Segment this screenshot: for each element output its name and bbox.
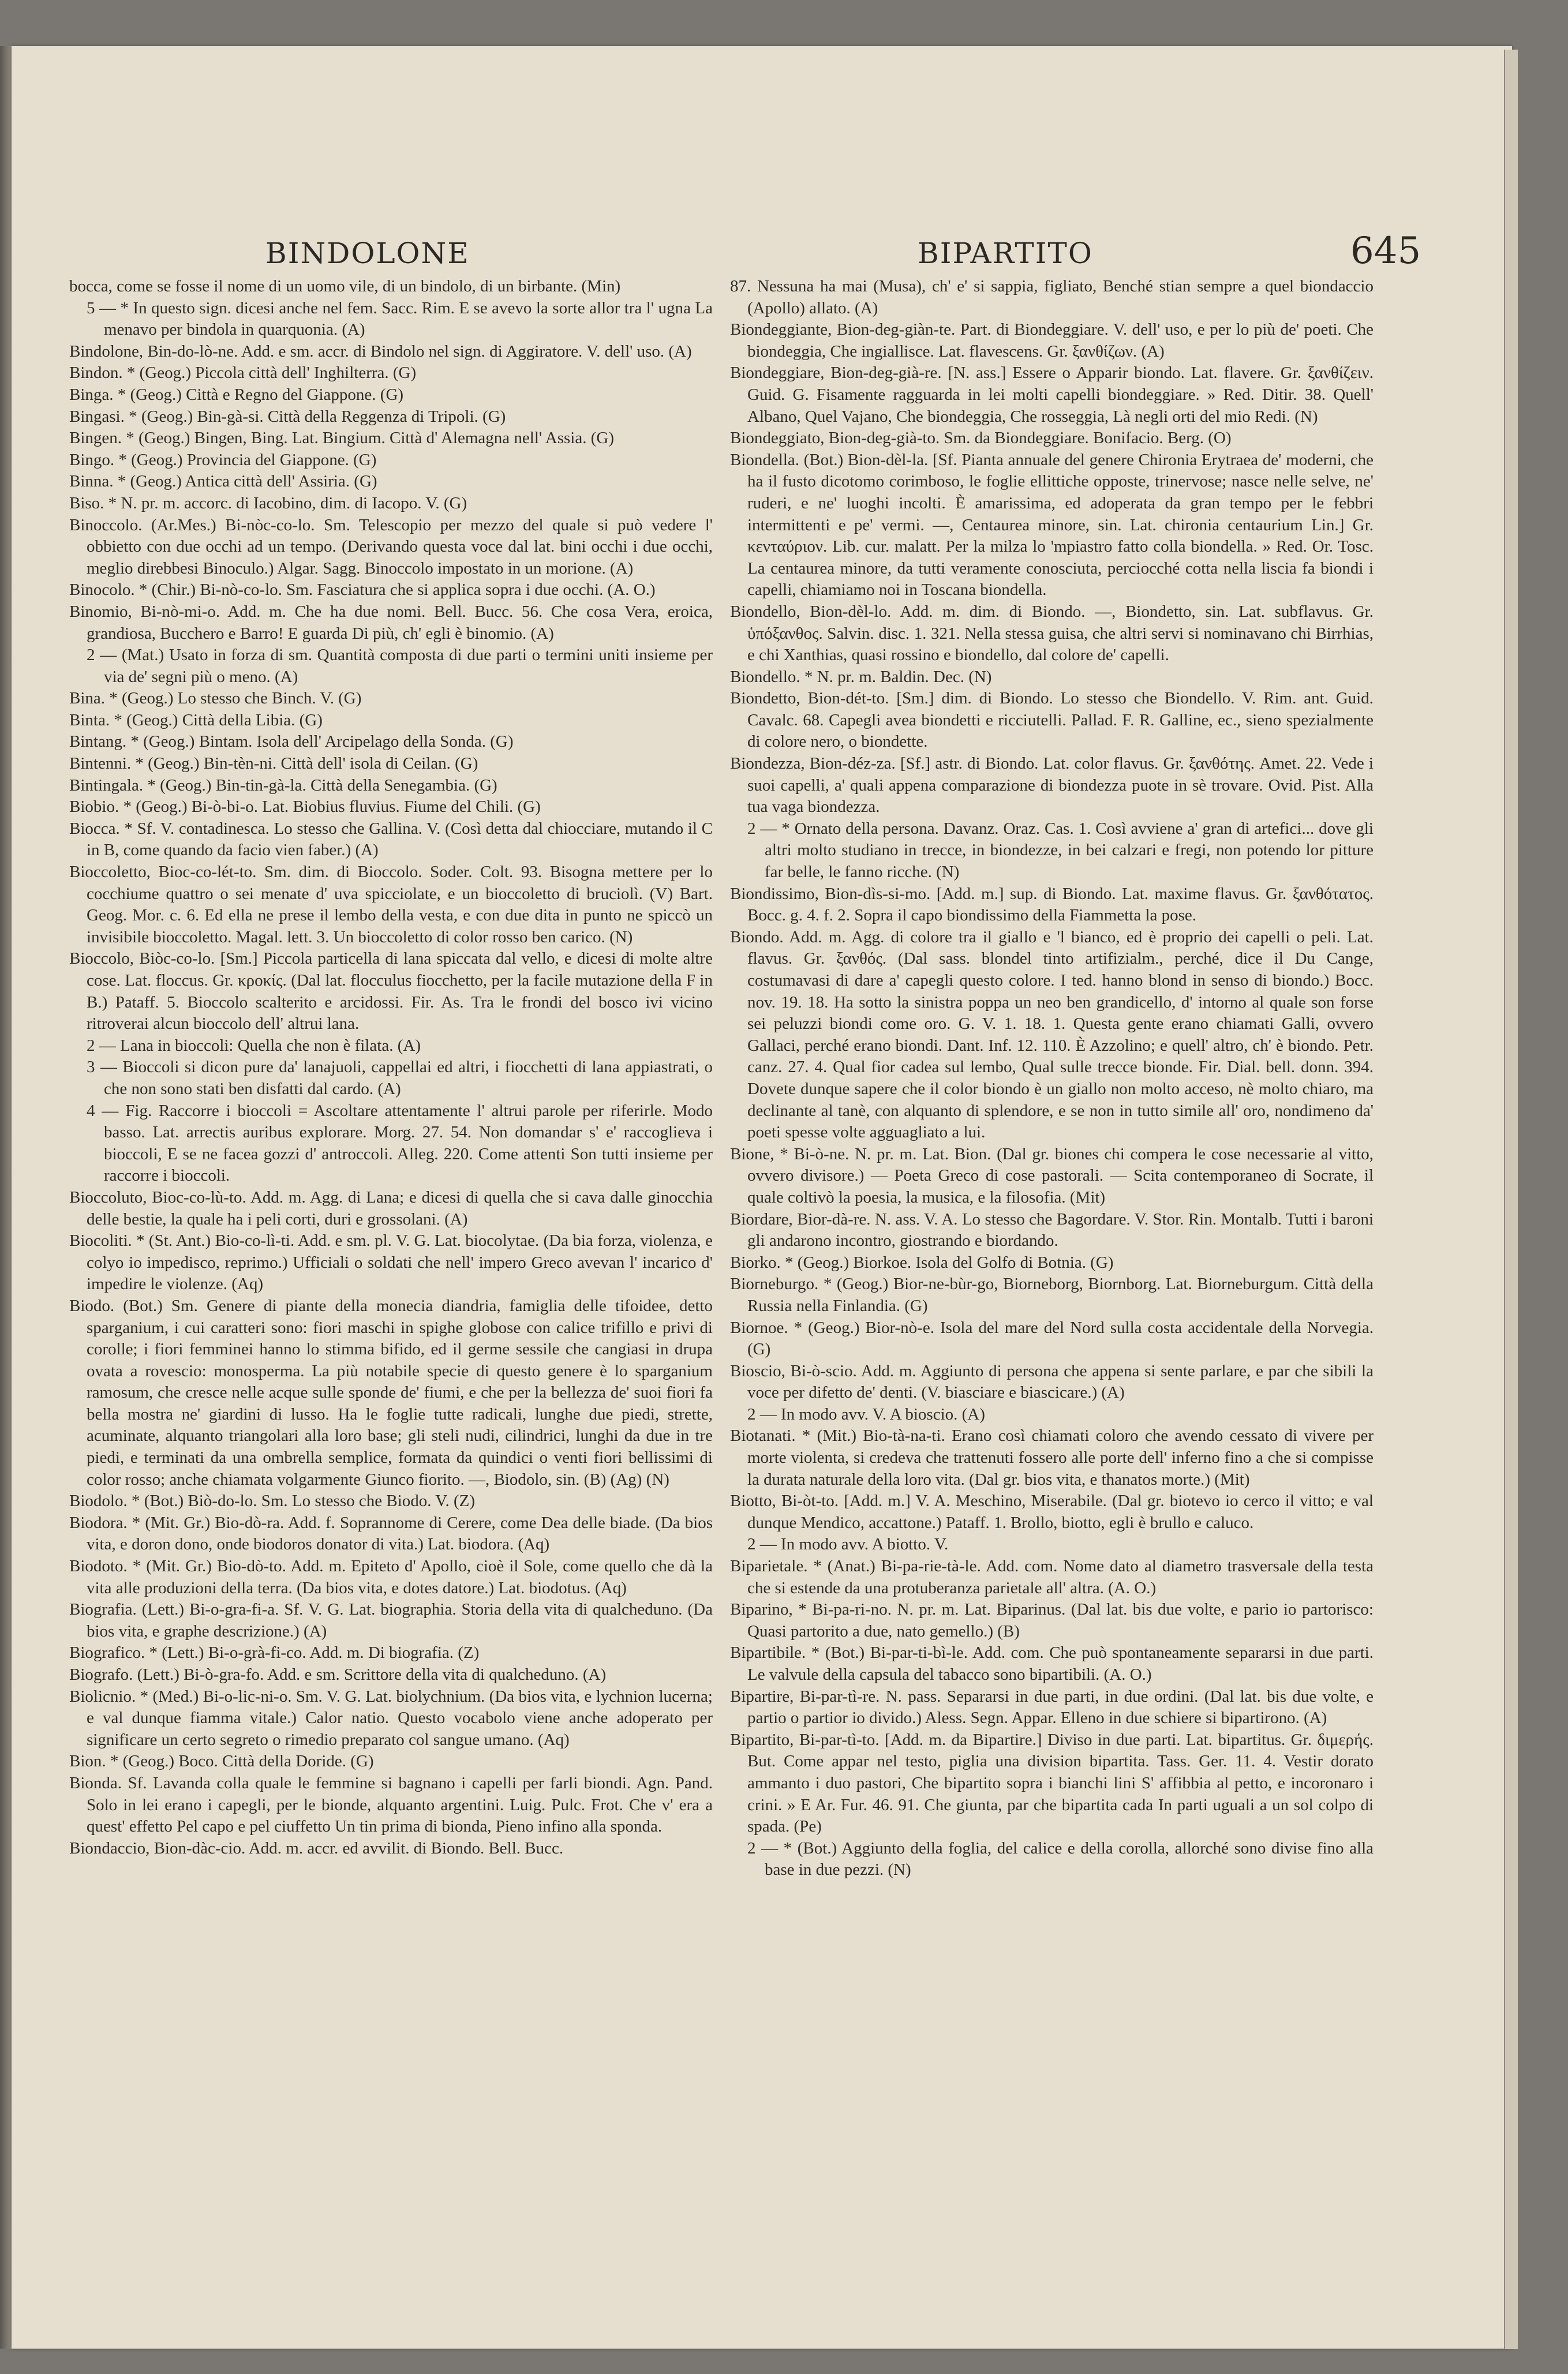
dictionary-entry: Bingasi. * (Geog.) Bin-gà-si. Città della Reggenza di Tripoli. (G) [69, 407, 506, 426]
dictionary-page [12, 46, 1512, 2349]
dictionary-entry: bocca, come se fosse il nome di un uomo vile, di un bindolo, di un birbante. (Min) [69, 277, 621, 295]
dictionary-entry: Biocoliti. * (St. Ant.) Bio-co-lì-ti. Add. e sm. pl. V. G. Lat. biocolytae. (Da bia forza, violenza, e colyo io impedisco, reprimo.) Ufficiali o soldati che nell' impero Greco avevan l' incarico d' impedire le violenze. (Aq) [69, 1231, 713, 1294]
dictionary-entry: 87. Nessuna ha mai (Musa), ch' e' si sappia, figliato, Benché stian sempre a quel biondaccio (Apollo) allato. (A) [730, 277, 1374, 317]
dictionary-entry: Biobio. * (Geog.) Bi-ò-bi-o. Lat. Biobius fluvius. Fiume del Chili. (G) [69, 797, 541, 817]
dictionary-entry: 2 — * Ornato della persona. Davanz. Oraz. Cas. 1. Così avviene a' gran di artefici... dove gli altri molto studiano in trecce, in biondezze, in bei calzari e fregi, non potendo lor pitture far belle, le fanno ricche. (N) [747, 819, 1374, 882]
dictionary-entry: 2 — (Mat.) Usato in forza di sm. Quantità composta di due parti o termini uniti insieme per via de' segni più o meno. (A) [87, 646, 713, 686]
dictionary-entry: Bintang. * (Geog.) Bintam. Isola dell' Arcipelago della Sonda. (G) [69, 732, 514, 751]
dictionary-entry: 4 — Fig. Raccorre i bioccoli = Ascoltare attentamente l' altrui parole per riferirle. Modo basso. Lat. arrectis auribus explorare. Morg. 27. 54. Non domandar s' e' raccoglieva i bioccoli, E se ne facea gozzi d' antroccoli. Alleg. 220. Come attenti Son tutti insieme per raccorre i bioccoli. [87, 1101, 713, 1185]
dictionary-entry: Binta. * (Geog.) Città della Libia. (G) [69, 710, 323, 729]
dictionary-entry: Biorko. * (Geog.) Biorkoe. Isola del Golfo di Botnia. (G) [730, 1253, 1114, 1272]
dictionary-entry: Bione, * Bi-ò-ne. N. pr. m. Lat. Bion. (Dal gr. biones chi compera le cose necessarie al vitto, ovvero divisore.) — Poeta Greco di cose pastorali. — Scita contemporaneo di Socrate, il quale coltivò la poesia, la musica, e la filosofia. (Mit) [730, 1144, 1374, 1207]
page-number: 645 [1350, 230, 1421, 272]
dictionary-entry: Biodoto. * (Mit. Gr.) Bio-dò-to. Add. m. Epiteto d' Apollo, cioè il Sole, come quello che dà la vita alle produzioni della terra. (Da bios vita, e dotes datore.) Lat. biodotus. (Aq) [69, 1557, 713, 1597]
dictionary-entry: Bindolone, Bin-do-lò-ne. Add. e sm. accr. di Bindolo nel sign. di Aggiratore. V. dell' uso. (A) [69, 342, 692, 361]
dictionary-entry: Biodo. (Bot.) Sm. Genere di piante della monecia diandria, famiglia delle tifoidee, detto sparganium, i cui caratteri sono: fiori maschi in spighe globose con calice trifillo e privi di corolle; i fiori femminei hanno lo stimma bifido, ed il germe sessile che cangiasi in drupa ovata a rovescio: monosperma. La più notabile specie di questo genere è lo sparganium ramosum, che cresce nelle acque sulle sponde de' fiumi, e che per la bellezza de' suoi fiori fa bella mostra ne' giardini di lusso. Ha le foglie tutte radicali, lunghe due piedi, strette, acuminate, alquanto triangolari alla loro base; gli steli nudi, cilindrici, lunghi da due in tre piedi, e terminati da una ombrella semplice, formata da quindici o venti fiori bellissimi di color rosso; anche chiamata volgarmente Giunco fiorito. —, Biodolo, sin. (B) (Ag) (N) [69, 1296, 713, 1489]
running-head-left: BINDOLONE [265, 237, 470, 270]
dictionary-entry: Biodora. * (Mit. Gr.) Bio-dò-ra. Add. f. Soprannome di Cerere, come Dea delle biade. (Da bios vita, e doron dono, onde biodoros donator di vita.) Lat. biodora. (Aq) [69, 1513, 713, 1554]
dictionary-entry: Bioccolo, Biòc-co-lo. [Sm.] Piccola particella di lana spiccata dal vello, e dicesi di molte altre cose. Lat. floccus. Gr. κροκίς. (Dal lat. flocculus fiocchetto, per la facile mutazione della F in B.) Pataff. 5. Bioccolo scalterito e arcidossi. Fir. As. Tra le frondi del bosco ivi vicino ritroverai alcun bioccolo dell' altrui lana. [69, 949, 713, 1034]
dictionary-entry: Biondello. * N. pr. m. Baldin. Dec. (N) [730, 667, 992, 686]
dictionary-entry: Biparino, * Bi-pa-ri-no. N. pr. m. Lat. Biparinus. (Dal lat. bis due volte, e pario io partorisco: Quasi partorito a due, nato gemello.) (B) [730, 1600, 1374, 1641]
left-column [69, 276, 713, 2215]
dictionary-entry: Biso. * N. pr. m. accorc. di Iacobino, dim. di Iacopo. V. (G) [69, 493, 467, 512]
dictionary-entry: Binocolo. * (Chir.) Bi-nò-co-lo. Sm. Fasciatura che si applica sopra i due occhi. (A. O.) [69, 581, 656, 600]
dictionary-entry: Binoccolo. (Ar.Mes.) Bi-nòc-co-lo. Sm. Telescopio per mezzo del quale si può vedere l' obbietto con due occhi ad un tempo. (Derivando questa voce dal lat. bini occhi i due occhi, meglio direbbesi Binoculo.) Algar. Sagg. Binoccolo impostato in un morione. (A) [69, 515, 713, 578]
dictionary-entry: Biografico. * (Lett.) Bi-o-grà-fi-co. Add. m. Di biografia. (Z) [69, 1643, 480, 1662]
dictionary-entry: Bipartibile. * (Bot.) Bi-par-ti-bì-le. Add. com. Che può spontaneamente separarsi in due parti. Le valvule della capsula del tabacco sono bipartibili. (A. O.) [730, 1643, 1374, 1684]
dictionary-entry: Biografia. (Lett.) Bi-o-gra-fi-a. Sf. V. G. Lat. biographia. Storia della vita di qualcheduno. (Da bios vita, e graphe descrizione.) (A) [69, 1600, 713, 1641]
dictionary-entry: Bintenni. * (Geog.) Bin-tèn-ni. Città dell' isola di Ceilan. (G) [69, 754, 478, 773]
dictionary-entry: Bioccoletto, Bioc-co-lét-to. Sm. dim. di Bioccolo. Soder. Colt. 93. Bisogna mettere per lo cocchiume quattro o sei menate d' uva spicciolate, e un bioccoletto di bruciolì. (V) Bart. Geog. Mor. c. 6. Ed ella ne prese il lembo della vesta, e con due dita in punto ne spiccò un invisibile bioccoletto. Magal. lett. 3. Un bioccoletto di color rosso ben carico. (N) [69, 863, 713, 946]
dictionary-entry: 2 — Lana in bioccoli: Quella che non è filata. (A) [87, 1036, 421, 1055]
dictionary-entry: Bingo. * (Geog.) Provincia del Giappone. (G) [69, 450, 377, 469]
page-edge [1504, 50, 1518, 2349]
running-head-right: BIPARTITO [918, 237, 1093, 270]
dictionary-entry: Biondella. (Bot.) Bion-dèl-la. [Sf. Pianta annuale del genere Chironia Erytraea de' moderni, che ha il fusto dicotomo corimboso, le foglie ellittiche opposte, trinervose; nasce nelle selve, ne' ruderi, e ne' luoghi incolti. È amarissima, ed adoperata da gran tempo per le febbri intermittenti e pe' vermi. —, Centaurea minore, sin. Lat. chironia centaurium Lin.] Gr. κενταύριον. Lib. cur. malatt. Per la milza lo 'mpiastro fatto colla biondella. » Red. Or. Tosc. La centaurea minore, da tutti veramente conosciuta, perciocché cotta nella liscia fa biondi i capelli, chiamiamo noi in Toscana biondella. [730, 450, 1374, 600]
dictionary-entry: Biornoe. * (Geog.) Bior-nò-e. Isola del mare del Nord sulla costa accidentale della Norvegia. (G) [730, 1318, 1374, 1359]
dictionary-entry: Binga. * (Geog.) Città e Regno del Giappone. (G) [69, 385, 404, 404]
dictionary-entry: 2 — * (Bot.) Aggiunto della foglia, del calice e della corolla, allorché sono divise fino alla base in due pezzi. (N) [747, 1838, 1374, 1879]
dictionary-entry: Biondaccio, Bion-dàc-cio. Add. m. accr. ed avvilit. di Biondo. Bell. Bucc. [69, 1838, 564, 1858]
dictionary-entry: Biparietale. * (Anat.) Bi-pa-rie-tà-le. Add. com. Nome dato al diametro trasversale della testa che si estende da una protuberanza parietale all' altra. (A. O.) [730, 1557, 1374, 1597]
dictionary-entry: Bion. * (Geog.) Boco. Città della Doride. (G) [69, 1752, 374, 1771]
dictionary-entry: Biografo. (Lett.) Bi-ò-gra-fo. Add. e sm. Scrittore della vita di qualcheduno. (A) [69, 1665, 607, 1684]
dictionary-entry: Biotto, Bi-òt-to. [Add. m.] V. A. Meschino, Miserabile. (Dal gr. biotevo io cerco il vitto; e val dunque Mendico, accattone.) Pataff. 1. Brollo, biotto, egli è brullo e caluco. [730, 1492, 1374, 1532]
dictionary-entry: Biondeggiare, Bion-deg-già-re. [N. ass.] Essere o Apparir biondo. Lat. flavere. Gr. ξανθίζειν. Guid. G. Fisamente ragguarda in lei molti capelli biondeggiare. » Red. Ditir. 38. Quell' Albano, Quel Vajano, Che biondeggia, Che rosseggia, Là negli orti del mio Redi. (N) [730, 364, 1374, 426]
dictionary-entry: Binomio, Bi-nò-mi-o. Add. m. Che ha due nomi. Bell. Bucc. 56. Che cosa Vera, eroica, grandiosa, Bucchero e Barro! E guarda Di più, ch' egli è binomio. (A) [69, 602, 713, 643]
dictionary-entry: 3 — Bioccoli si dicon pure da' lanajuoli, cappellai ed altri, i fiocchetti di lana appiastrati, o che non sono stati ben disfatti dal cardo. (A) [87, 1058, 713, 1098]
dictionary-entry: Bindon. * (Geog.) Piccola città dell' Inghilterra. (G) [69, 364, 417, 383]
dictionary-entry: 5 — * In questo sign. dicesi anche nel fem. Sacc. Rim. E se avevo la sorte allor tra l' ugna La menavo per bindola in quarquonia. (A) [87, 298, 713, 339]
dictionary-entry: Bioccoluto, Bioc-co-lù-to. Add. m. Agg. di Lana; e dicesi di quella che si cava dalle ginocchia delle bestie, la quale ha i peli corti, duri e grossolani. (A) [69, 1188, 713, 1229]
dictionary-entry: Biondezza, Bion-déz-za. [Sf.] astr. di Biondo. Lat. color flavus. Gr. ξανθότης. Amet. 22. Vede i suoi capelli, a' quali appena comparazione di biondezza puote in sè trovare. Ovid. Pist. Alla tua vaga biondezza. [730, 754, 1374, 817]
dictionary-entry: Biocca. * Sf. V. contadinesca. Lo stesso che Gallina. V. (Così detta dal chiocciare, mutando il C in B, come quando da facio vien faber.) (A) [69, 819, 713, 860]
dictionary-entry: Biondissimo, Bion-dìs-si-mo. [Add. m.] sup. di Biondo. Lat. maxime flavus. Gr. ξανθότατος. Bocc. g. 4. f. 2. Sopra il capo biondissimo della Fiammetta la pose. [730, 884, 1374, 925]
dictionary-entry: Biondello, Bion-dèl-lo. Add. m. dim. di Biondo. —, Biondetto, sin. Lat. subflavus. Gr. ὑπόξανθος. Salvin. disc. 1. 321. Nella stessa guisa, che altri servi si nominavano chi Birrhias, e chi Xanthias, quasi rossino e biondello, dal colore de' capelli. [730, 602, 1374, 665]
dictionary-entry: Bipartito, Bi-par-tì-to. [Add. m. da Bipartire.] Diviso in due parti. Lat. bipartitus. Gr. διμερής. But. Come appar nel testo, piglia una division bipartita. Tass. Ger. 11. 4. Vestir dorato ammanto i duo pastori, Che bipartito sopra i bianchi lini S' affibbia al petto, e incoronaro i crini. » E Ar. Fur. 46. 91. Che giunta, par che bipartita cada In parti uguali a un sol colpo di spada. (Pe) [730, 1730, 1374, 1836]
dictionary-entry: 2 — In modo avv. A biotto. V. [747, 1535, 949, 1554]
dictionary-entry: Bioscio, Bi-ò-scio. Add. m. Aggiunto di persona che appena si sente parlare, e par che sibili la voce per difetto de' denti. (V. biasciare e biascicare.) (A) [730, 1361, 1374, 1402]
dictionary-entry: Biondetto, Bion-dét-to. [Sm.] dim. di Biondo. Lo stesso che Biondello. V. Rim. ant. Guid. Cavalc. 68. Capegli avea biondetti e ricciutelli. Pallad. F. R. Galline, ec., sieno spezialmente di colore nero, o biondette. [730, 689, 1374, 751]
dictionary-entry: Bipartire, Bi-par-tì-re. N. pass. Separarsi in due parti, in due ordini. (Dal lat. bis due volte, e partio o partior io divido.) Aless. Segn. Appar. Elleno in due schiere si bipartirono. (A) [730, 1687, 1374, 1728]
dictionary-entry: Biolicnio. * (Med.) Bi-o-lic-ni-o. Sm. V. G. Lat. biolychnium. (Da bios vita, e lychnion lucerna; e val dunque fiamma vitale.) Calor natio. Questo vocabolo viene anche adoperato per significare un certo segreto o rimedio preparato col sangue umano. (Aq) [69, 1687, 713, 1749]
dictionary-entry: Bintingala. * (Geog.) Bin-tin-gà-la. Città della Senegambia. (G) [69, 776, 497, 795]
dictionary-entry: Biotanati. * (Mit.) Bio-tà-na-ti. Erano così chiamati coloro che avendo cessato di vivere per morte violenta, si credeva che trattenuti fossero alle porte dell' inferno fino a che si compisse la durata naturale della loro vita. (Dal gr. bios vita, e thanatos morte.) (Mit) [730, 1426, 1374, 1489]
dictionary-entry: Biondeggiato, Bion-deg-già-to. Sm. da Biondeggiare. Bonifacio. Berg. (O) [730, 429, 1232, 448]
dictionary-entry: Biodolo. * (Bot.) Biò-do-lo. Sm. Lo stesso che Biodo. V. (Z) [69, 1492, 475, 1511]
dictionary-entry: Bingen. * (Geog.) Bingen, Bing. Lat. Bingium. Città d' Alemagna nell' Assia. (G) [69, 429, 614, 448]
right-column [730, 276, 1374, 2215]
dictionary-entry: Biordare, Bior-dà-re. N. ass. V. A. Lo stesso che Bagordare. V. Stor. Rin. Montalb. Tutti i baroni gli andarono incontro, giostrando e biordando. [730, 1210, 1374, 1250]
dictionary-entry: Binna. * (Geog.) Antica città dell' Assiria. (G) [69, 472, 377, 491]
dictionary-entry: Biondeggiante, Bion-deg-giàn-te. Part. di Biondeggiare. V. dell' uso, e per lo più de' poeti. Che biondeggia, Che ingiallisce. Lat. flavescens. Gr. ξανθίζων. (A) [730, 320, 1374, 361]
dictionary-entry: 2 — In modo avv. V. A bioscio. (A) [747, 1405, 985, 1424]
dictionary-entry: Bina. * (Geog.) Lo stesso che Binch. V. (G) [69, 689, 362, 708]
dictionary-entry: Biorneburgo. * (Geog.) Bior-ne-bùr-go, Biorneborg, Biornborg. Lat. Biorneburgum. Città della Russia nella Finlandia. (G) [730, 1275, 1374, 1315]
dictionary-entry: Bionda. Sf. Lavanda colla quale le femmine si bagnano i capelli per farli biondi. Agn. Pand. Solo in lei erano i capegli, per le bionde, alquanto argentini. Luig. Pulc. Frot. Che v' era a quest' effetto Pel capo e pel ciuffetto Un tin prima di bionda, Pieno infino alla sponda. [69, 1773, 713, 1836]
dictionary-entry: Biondo. Add. m. Agg. di colore tra il giallo e 'l bianco, ed è proprio dei capelli o peli. Lat. flavus. Gr. ξανθός. (Dal sass. blondel tinto artifizialm., perché, dice il Du Cange, costumavasi di dare a' capegli questo colore. I ted. hanno blond in senso di biondo.) Bocc. nov. 19. 18. Ha sotto la sinistra poppa un neo ben grandicello, d' intorno al quale son forse sei peluzzi biondi come oro. G. V. 1. 18. 1. Questa gente erano chiamati Galli, ovvero Gallaci, perché erano biondi. Dant. Inf. 12. 110. È Azzolino; e quell' altro, ch' è biondo. Petr. canz. 27. 4. Qual fior cadea sul lembo, Qual sulle trecce bionde. Fir. Dial. bell. donn. 394. Dovete dunque sapere che il color biondo è un giallo non molto acceso, nè molto chiaro, ma declinante al tanè, con alquanto di splendore, e se non in tutto simile all' oro, nondimeno da' poeti spesse volte agguagliato a lui. [730, 927, 1374, 1142]
